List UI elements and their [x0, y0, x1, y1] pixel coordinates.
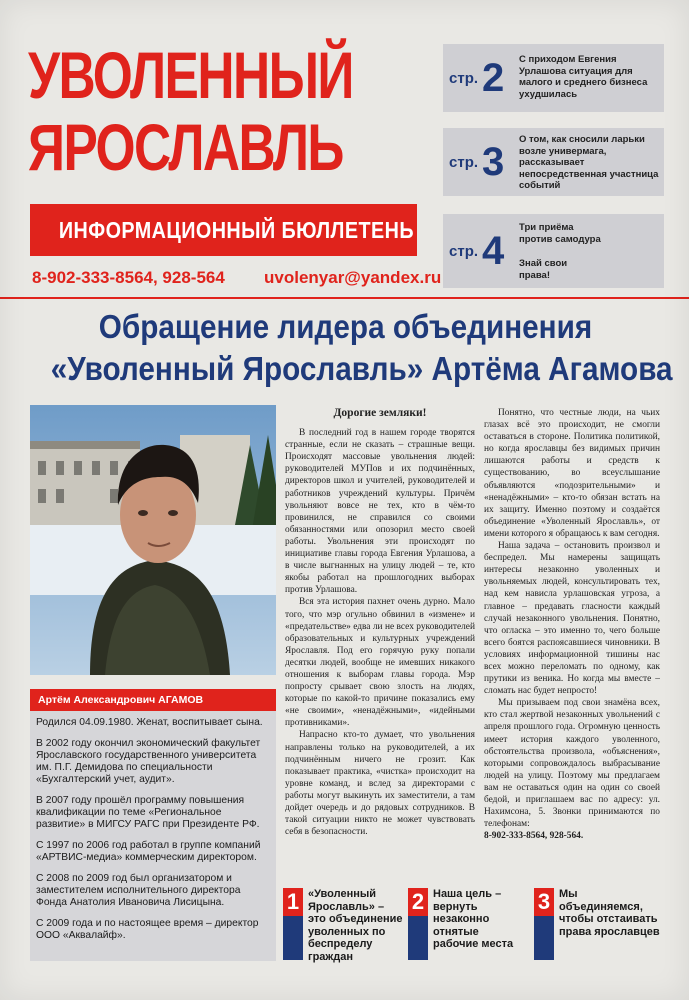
key-point-bar [283, 916, 303, 960]
teaser-page-ref [449, 44, 504, 112]
key-point-bar [408, 916, 428, 960]
teaser-page-word: стр. [449, 69, 479, 87]
teaser-text: О том, как сносили ларьки возле универмага, рассказывает непосредственная участница событий [519, 134, 659, 191]
key-point-3 [534, 888, 664, 960]
teaser-page-3 [443, 128, 664, 196]
bio-paragraph: В 2002 году окончил экономический факультет Ярославского государственного университета им. П.Г. Демидова по специальности «Бухгалтерский учет, аудит». [36, 738, 261, 785]
teaser-page-word: стр. [449, 153, 479, 171]
key-point-number: 1 [283, 888, 303, 916]
bio-paragraph: В 2007 году прошёл программу повышения квалификации по теме «Региональное развитие» в МИГСУ РАГС при Президенте РФ. [36, 795, 260, 830]
key-point-bar [534, 916, 554, 960]
bio-paragraph: С 2009 года и по настоящее время – директор ООО «Аквалайф». [36, 918, 259, 941]
bio-box [30, 711, 276, 961]
portrait-illustration [30, 405, 276, 675]
header-rule [0, 297, 689, 299]
article-paragraph: Напрасно кто-то думает, что увольнения направлены только на руководителей, а их подчинённым ничего не грозит. Как показывает практика, «чистка» происходит на уровне команд, и вслед за директорами с работы могут выкинуть их заместители, а там дойдет очередь и до рядовых сотрудников. В такой ситуации никто не может чувствовать себя в безопасности. [285, 730, 475, 838]
contact-email: uvolenyar@yandex.ru [264, 268, 442, 287]
masthead-title-line1: УВОЛЕННЫЙ [28, 38, 353, 112]
bulletin-ribbon-label: ИНФОРМАЦИОННЫЙ БЮЛЛЕТЕНЬ [58, 217, 414, 243]
article-phones-text: 8-902-333-8564, 928-564. [484, 831, 584, 842]
bulletin-ribbon [30, 204, 417, 256]
key-point-text: «Уволенный Ярославль» – это объединение уволенных по беспределу граждан [308, 888, 403, 963]
teaser-page-2 [443, 44, 664, 112]
bio-paragraph: С 1997 по 2006 год работал в группе компаний «АРТВИС-медиа» коммерческим директором. [36, 840, 261, 863]
teaser-page-ref [449, 128, 504, 196]
article-column-1 [285, 407, 475, 838]
key-point-text: Мы объединяемся, чтобы отстаивать права ярославцев [559, 888, 660, 938]
article-paragraph: Понятно, что честные люди, на чьих глазах всё это происходит, не смогли оставаться в стороне. Политика политикой, но когда ярославцы без видимых причин лишаются работы и средств к существованию, во всеуслышание объявляются «подозрительными» и «ненадёжными» – кто-то обязан встать на их защиту. Именно поэтому и создаётся объединение «Уволенный Ярославль», от имени которого я обращаюсь к вам сегодня. [484, 408, 660, 539]
teaser-page-number: 3 [482, 140, 505, 184]
key-point-text: Наша цель – вернуть незаконно отнятые рабочие места [433, 888, 514, 950]
article-paragraph: Наша задача – остановить произвол и беспредел. Мы намерены защищать интересы незаконно уволенных и увольняемых людей, консультировать тех, над кем нависла урлашовская угроза, а главное – предавать гласности каждый случай незаконного увольнения. Понятно, что огласка – это именно то, чего больше всего боятся распоясавшиеся чиновники. В условиях информационной тишины нас всех можно переломать по одному, как прутики из веника. Но когда мы вместе – сломать нас будет непросто! [484, 541, 660, 697]
teaser-text: Три приёма против самодура [519, 222, 601, 245]
article-column-2 [484, 407, 660, 842]
article-paragraph: Вся эта история пахнет очень дурно. Мало того, что мэр огульно обвинил в «измене» и «предательстве» едва ли не всех руководителей образовательных и культурных учреждений Ярославля. Под его горячую руку попали десятки людей, вообще не имевших никакого отношения к выборам главы города. Мэр попросту срывает свою злость на людях, которые по какой-то причине показались ему «не своими», «ненадёжными», «идейными противниками». [285, 597, 475, 729]
key-point-number: 3 [534, 888, 554, 916]
teaser-text-secondary: Знай свои права! [519, 258, 568, 281]
teaser-page-ref [449, 214, 504, 288]
key-point-number: 2 [408, 888, 428, 916]
contact-phone: 8-902-333-8564, 928-564 [32, 268, 225, 287]
teaser-page-number: 4 [482, 229, 505, 273]
headline-line1: Обращение лидера объединения [98, 308, 593, 345]
bio-paragraph: Родился 04.09.1980. Женат, воспитывает сына. [36, 717, 263, 728]
portrait-photo [30, 405, 276, 675]
article-greeting: Дорогие земляки! [333, 407, 427, 419]
article-paragraph: В последний год в нашем городе творятся странные, если не сказать – страшные вещи. Происходят массовые увольнения людей: руководителей МУПов и их подчинённых, директоров школ и учителей, руководителей и работников учреждений культуры. Причём увольняют вовсе не тех, кто в чём-то провинился, не справился со своими обязанностями или опозорил место своей работы. Увольнения эти происходят по инициативе главы города Евгения Урлашова, а в числе выгнанных на улицу людей – те, кто якобы работал на прошлогодних выборах против Урлашова. [285, 428, 475, 596]
teaser-page-number: 2 [482, 56, 505, 100]
teaser-page-4 [443, 214, 664, 288]
masthead-title [28, 38, 418, 184]
masthead-title-line2: ЯРОСЛАВЛЬ [28, 110, 343, 184]
teaser-page-word: стр. [449, 242, 479, 260]
bio-name-banner: Артём Александрович АГАМОВ [30, 689, 276, 711]
key-point-2 [408, 888, 526, 960]
article-headline [18, 306, 673, 390]
article-paragraph: Мы призываем под свои знамёна всех, кто стал жертвой незаконных увольнений с апреля прошлого года. Огромную ценность имеет история каждого уволенного, обстоятельства произвола, «объяснения», которыми сопровождалось выбрасывание людей на улицу. Поэтому мы предлагаем вам не оставаться один на один со своей бедой, и приглашаем вас по адресу: ул. Нахимсона, 5. Звонки принимаются по телефонам: [484, 698, 660, 830]
bio-paragraph: С 2008 по 2009 год был организатором и заместителем исполнительного директора Фонда Анатолия Ивановича Лисицына. [36, 873, 241, 908]
article-phones [484, 830, 660, 842]
headline-line2: «Уволенный Ярославль» Артёма Агамова [50, 350, 673, 387]
key-point-1 [283, 888, 403, 963]
teaser-text: С приходом Евгения Урлашова ситуация для малого и среднего бизнеса ухудшилась [519, 54, 648, 100]
